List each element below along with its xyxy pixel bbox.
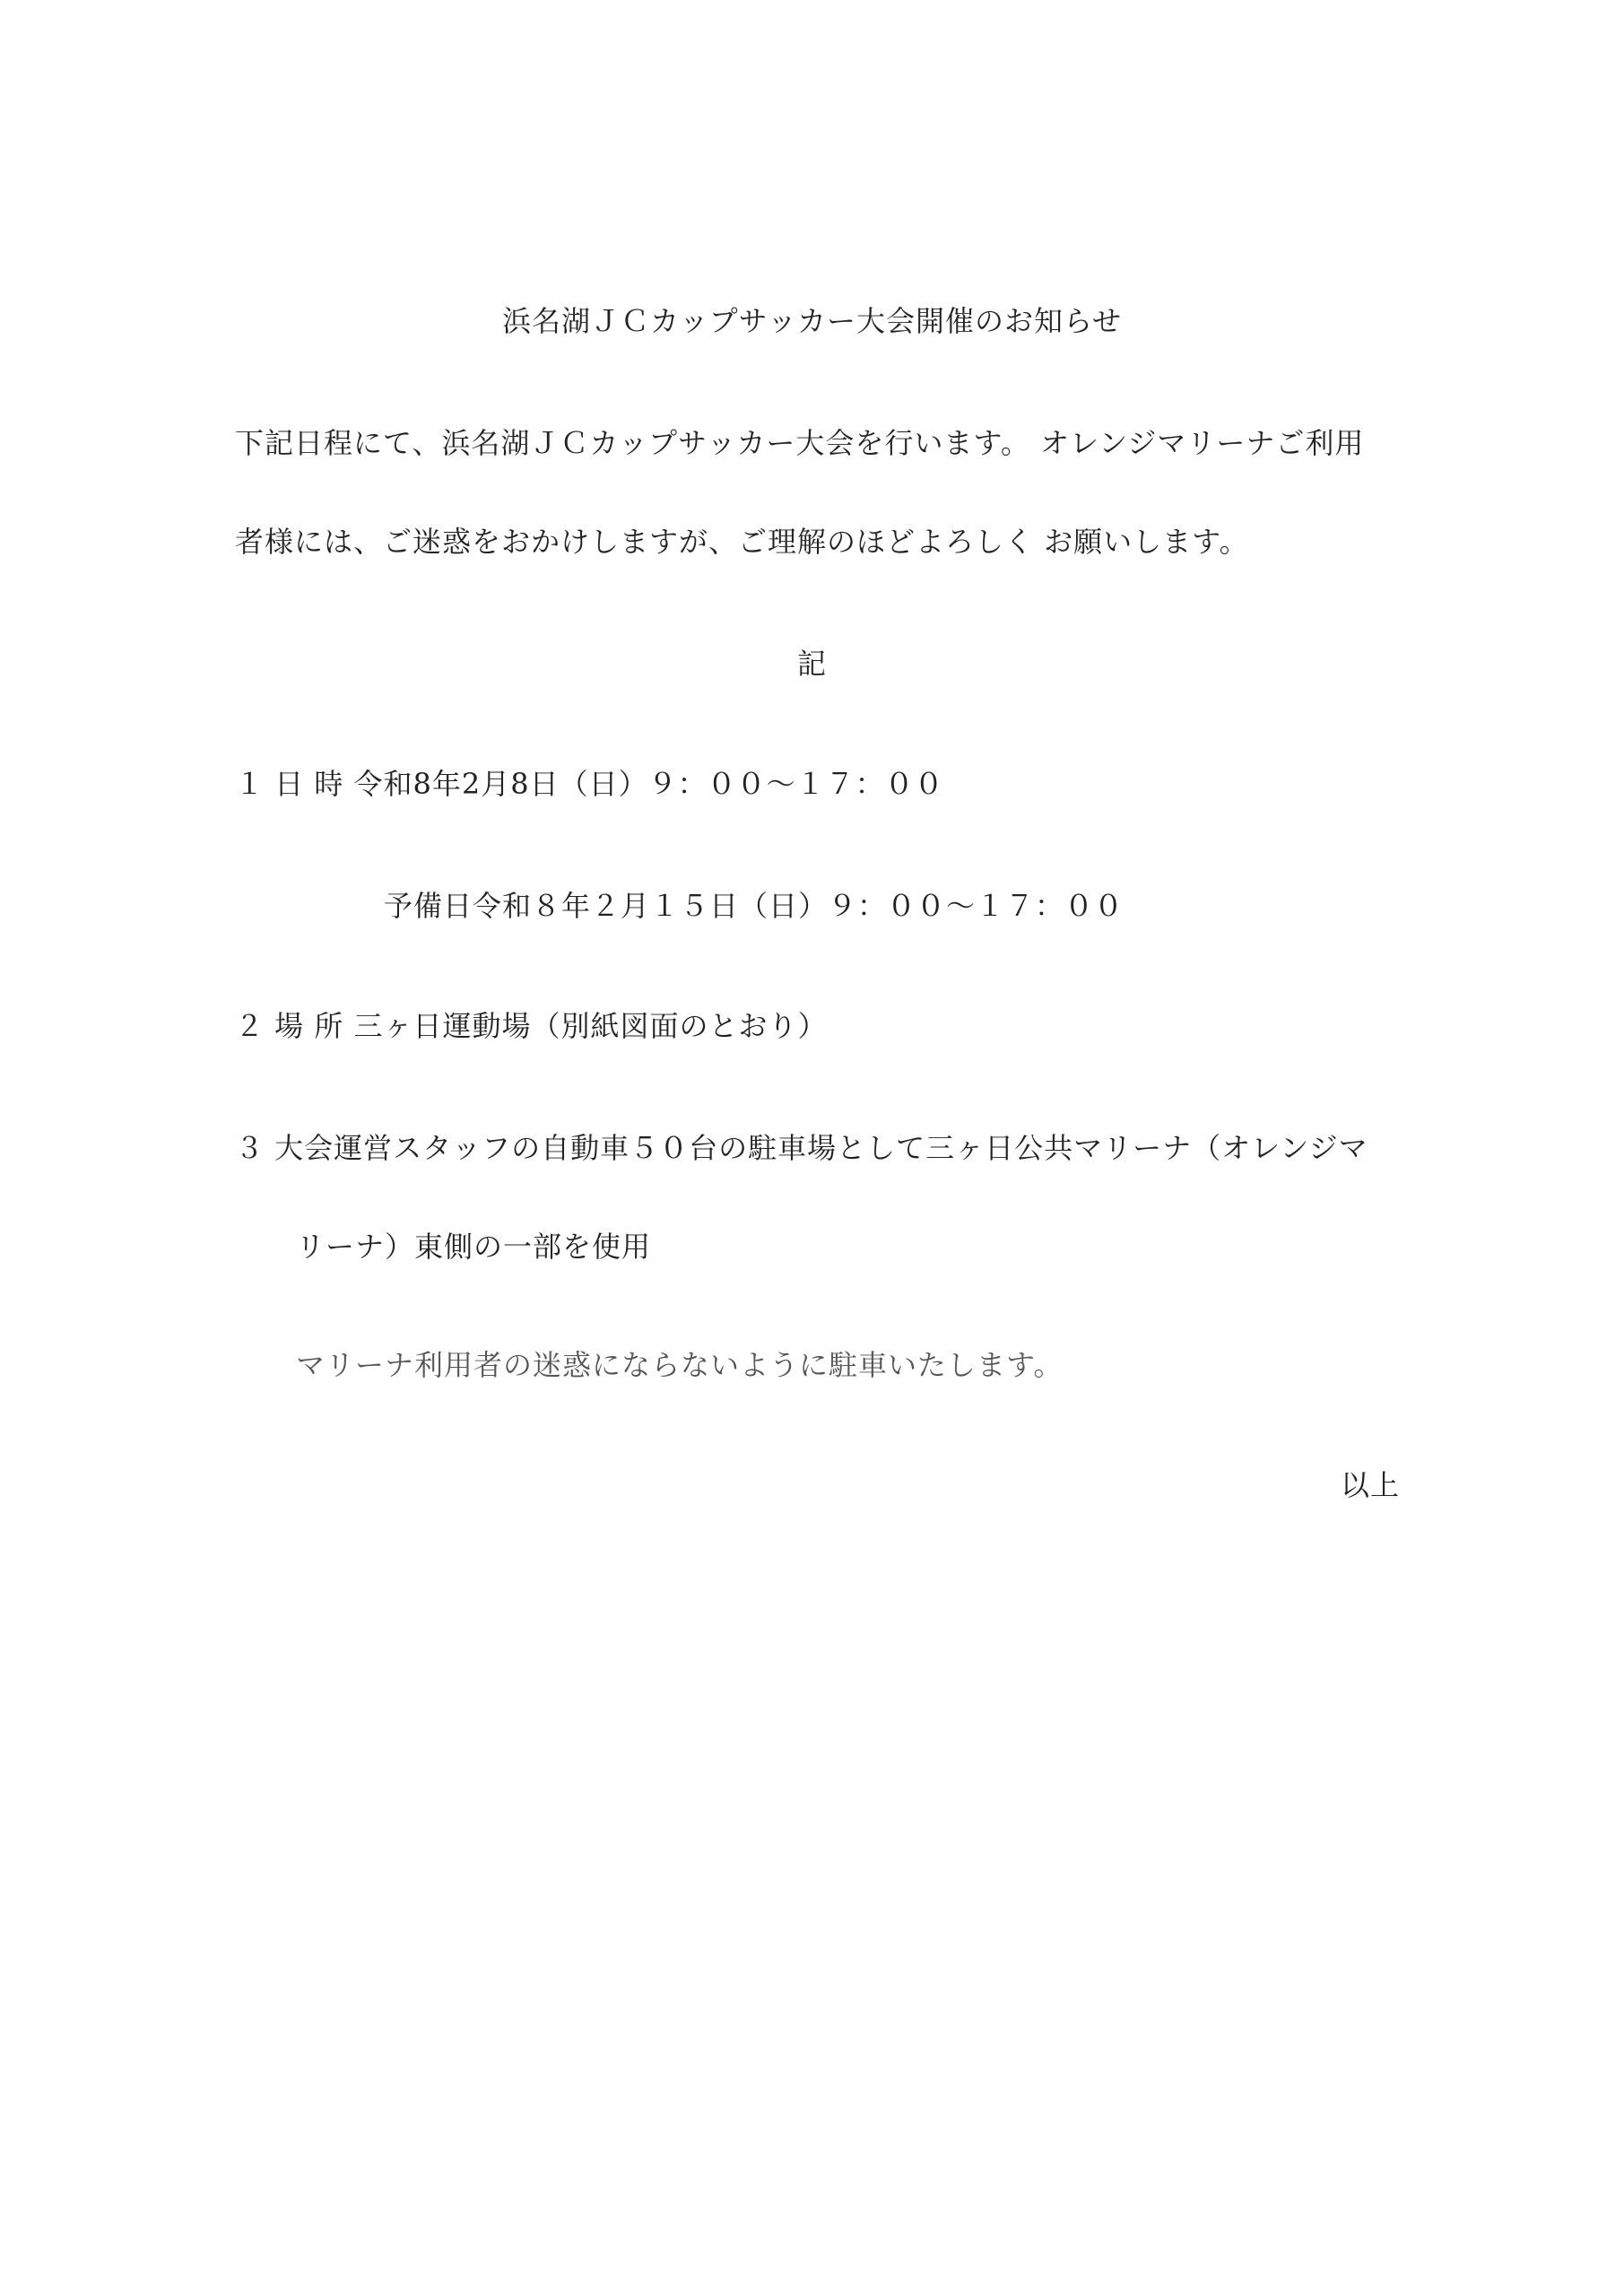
item-3-parking-line-2: リーナ）東側の一部を使用 [296,1230,652,1264]
item-2-location: ２ 場 所 三ヶ日運動場（別紙図面のとおり） [235,1009,828,1043]
document-title: 浜名湖ＪＣカップサッカー大会開催のお知らせ [501,304,1123,338]
item-1-reserve-date: 予備日令和８年２月１５日（日）９：００～１７：００ [384,889,1125,923]
ki-heading: 記 [796,647,827,681]
item-3-parking-line-1: ３ 大会運営スタッフの自動車５０台の駐車場として三ヶ日公共マリーナ（オレンジマ [235,1131,1368,1165]
closing-ijo: 以上 [1340,1468,1400,1502]
intro-paragraph-line-2: 者様には、ご迷惑をおかけしますが、ご理解のほどよろしく お願いします。 [235,525,1249,559]
intro-paragraph-line-1: 下記日程にて、浜名湖ＪＣカップサッカー大会を行います。 オレンジマリーナご利用 [235,426,1365,460]
parking-note: マリーナ利用者の迷惑にならないように駐車いたします。 [296,1348,1064,1382]
item-1-datetime: １ 日 時 令和8年2月8日（日）９：００～１７：００ [235,767,944,801]
